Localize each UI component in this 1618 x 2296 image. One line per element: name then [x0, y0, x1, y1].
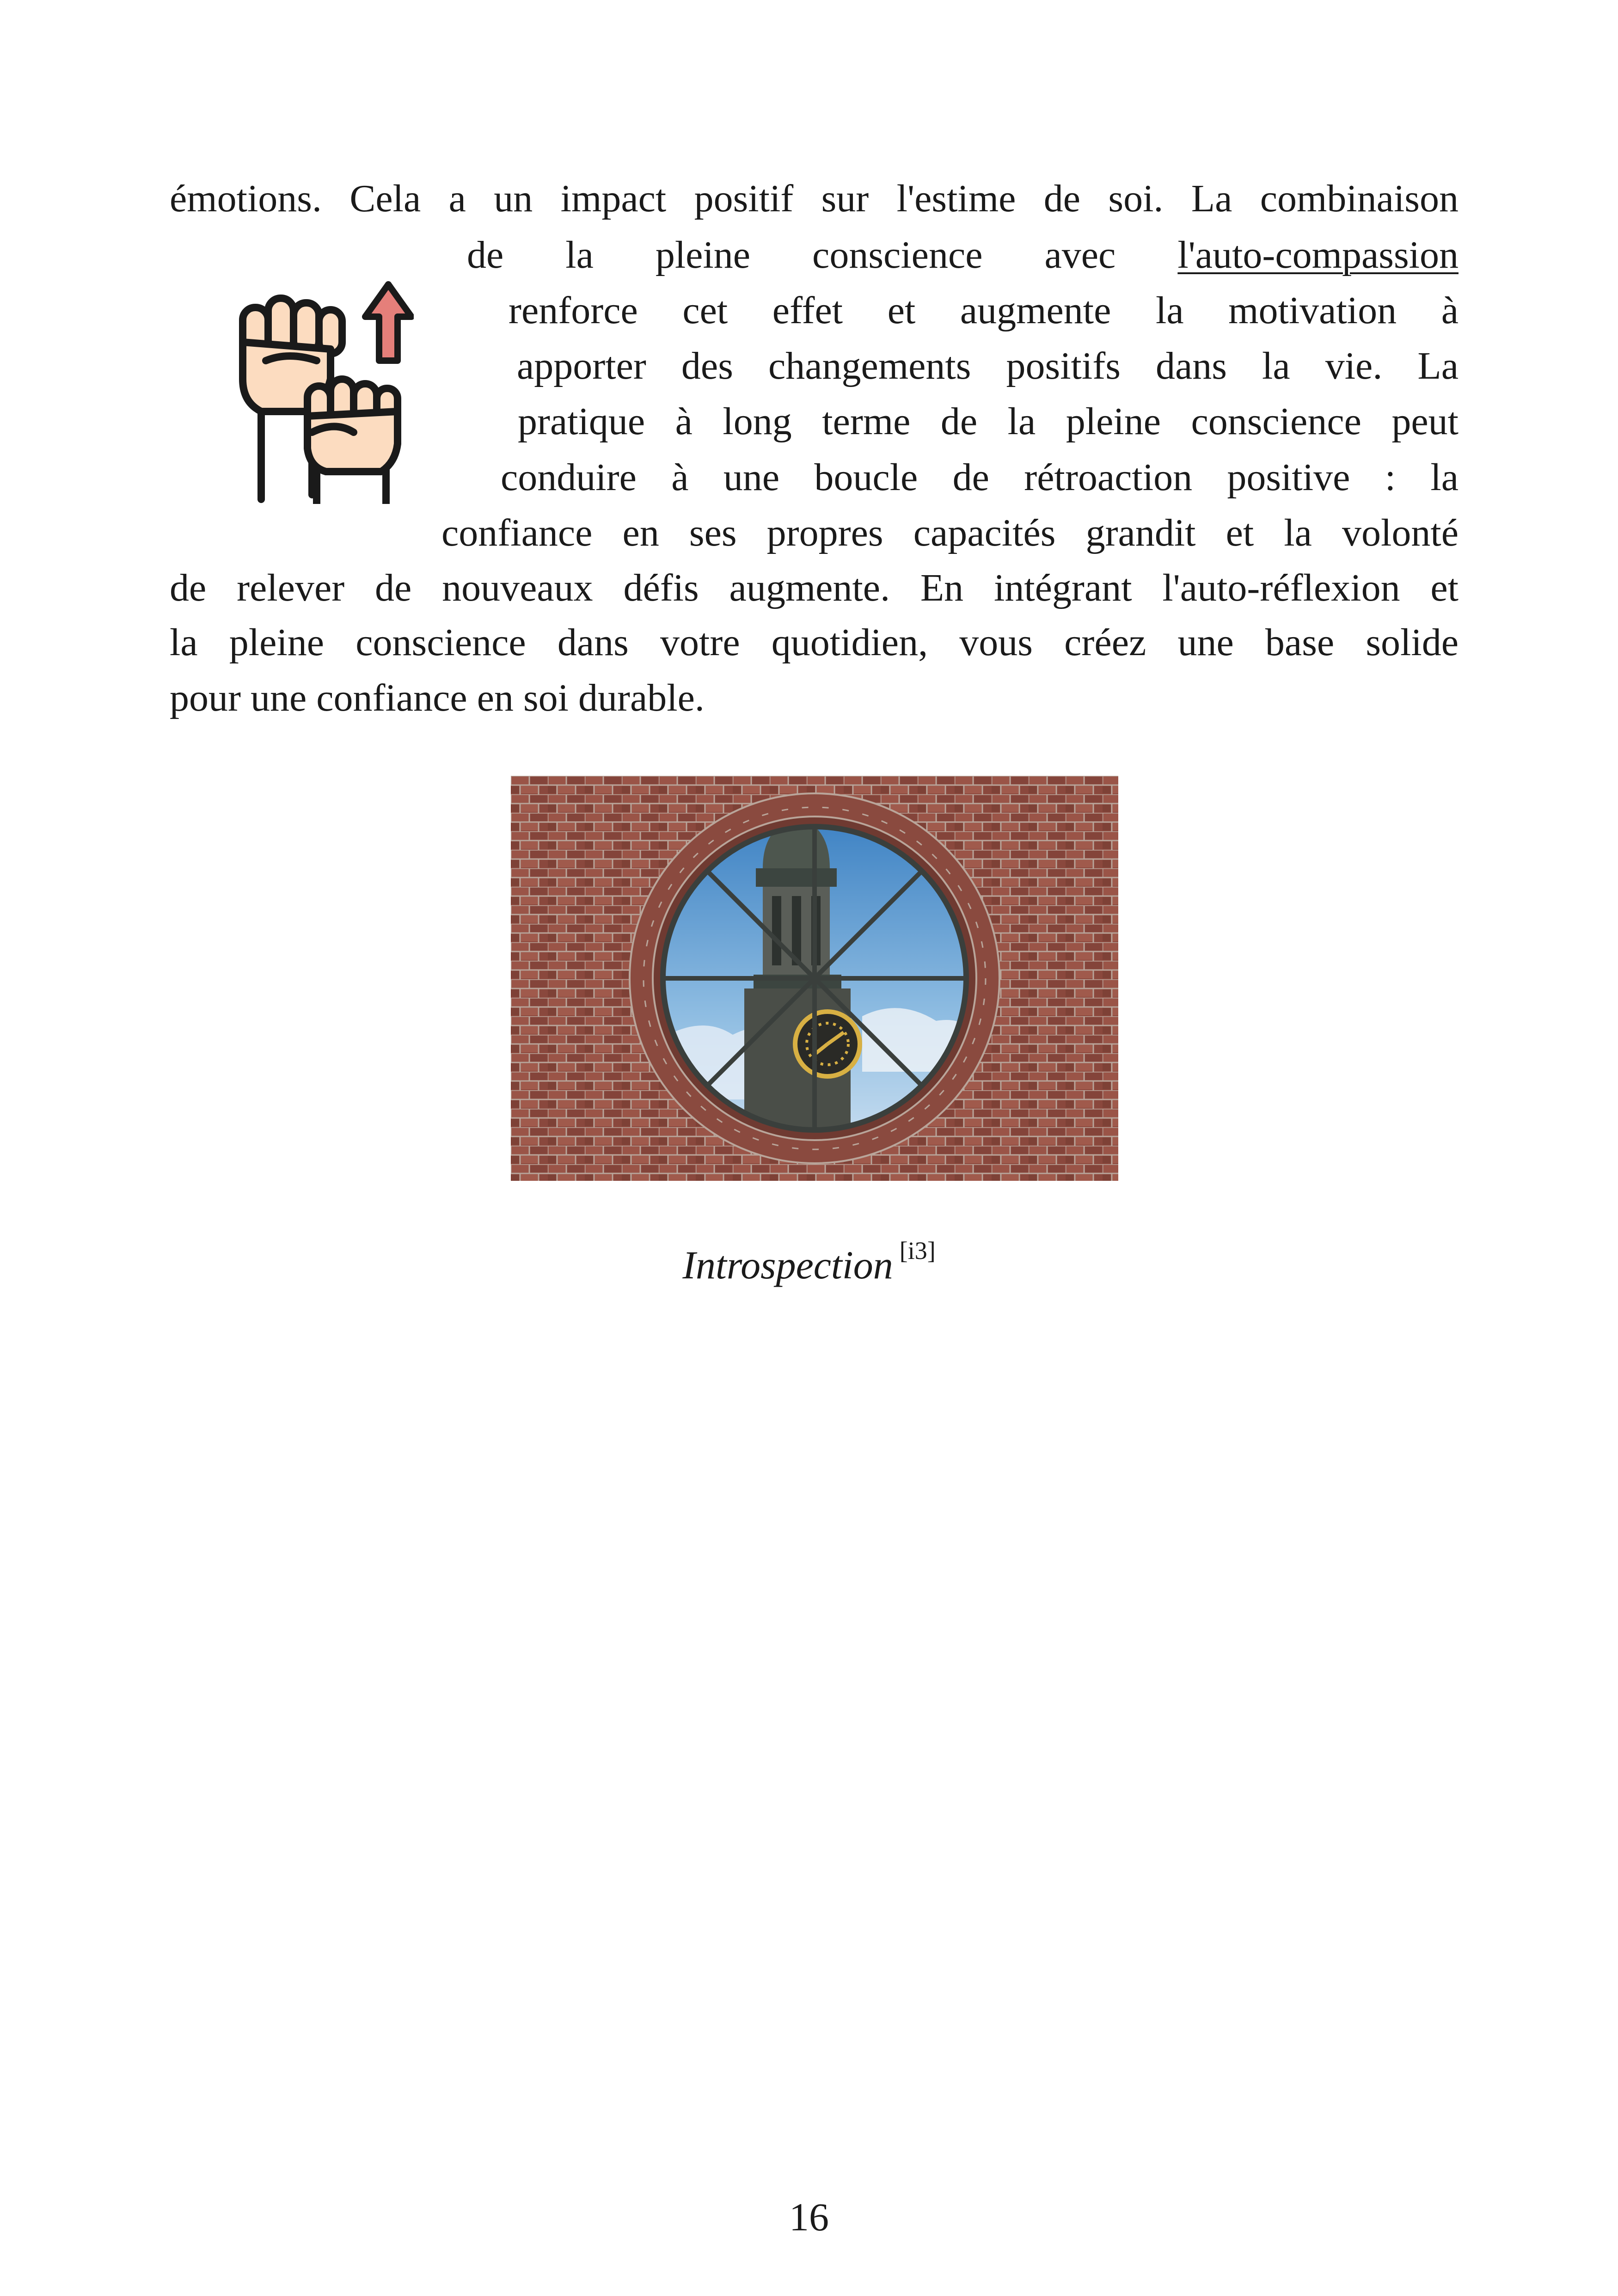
- body-line-7: confiance en ses propres capacités grandit et la volonté: [441, 511, 1459, 554]
- raised-fists-icon: [233, 273, 414, 504]
- body-line-1: émotions. Cela a un impact positif sur l'estime de soi. La combinaison: [170, 177, 1459, 220]
- body-line-9: la pleine conscience dans votre quotidien, vous créez une base solide: [170, 621, 1459, 664]
- body-line-10: pour une confiance en soi durable.: [170, 676, 705, 719]
- figure-caption: [0, 1223, 1618, 1293]
- body-line-4: apporter des changements positifs dans la vie. La: [517, 344, 1459, 387]
- body-line-8: de relever de nouveaux défis augmente. En intégrant l'auto-réflexion et: [170, 566, 1459, 609]
- page-number: 16: [789, 2195, 829, 2239]
- body-line-6: conduire à une boucle de rétroaction positive : la: [501, 456, 1459, 499]
- body-line-2: [467, 232, 1459, 278]
- image-reference: [i3]: [899, 1237, 936, 1265]
- body-line-5: pratique à long terme de la pleine conscience peut: [518, 400, 1459, 443]
- body-line-2-text: de la pleine conscience avec: [467, 233, 1178, 276]
- auto-compassion-link[interactable]: l'auto-compassion: [1177, 233, 1459, 276]
- body-line-3: renforce cet effet et augmente la motivation à: [509, 289, 1459, 332]
- caption-text: Introspection: [682, 1243, 893, 1287]
- brick-round-window-photo: [511, 776, 1118, 1181]
